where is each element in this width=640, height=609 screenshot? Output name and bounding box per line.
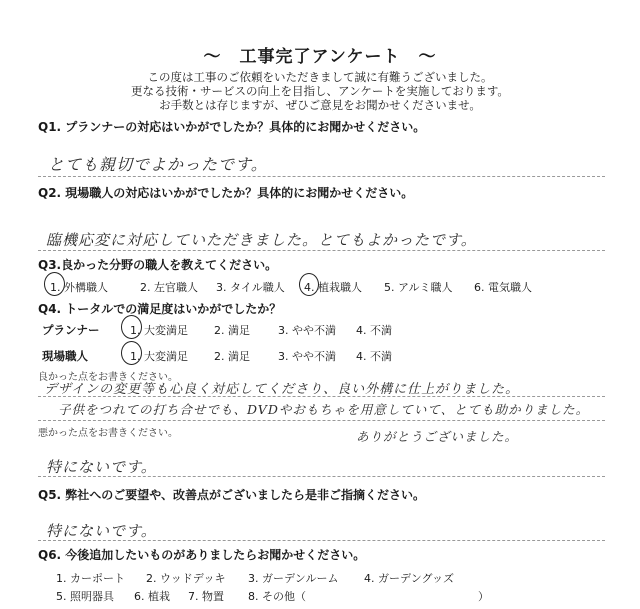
q6-question: Q6. 今後追加したいものがありましたらお聞かせください。: [38, 548, 366, 562]
q3-selected-circle-1: [44, 272, 65, 296]
q4-worker-option-1: 1. 大変満足: [130, 350, 188, 363]
q4-planner-selected-circle: [121, 315, 142, 339]
q4-bad-line: [38, 476, 605, 477]
q4-worker-option-2: 2. 満足: [214, 350, 250, 363]
q6-option-7: 7. 物置: [188, 590, 224, 603]
q4-planner-option-3: 3. やや不満: [278, 324, 336, 337]
q4-row-planner-label: プランナー: [42, 323, 100, 337]
q4-good-answer-line-3: ありがとうございました。: [356, 429, 519, 444]
intro-line-3: お手数とは存じますが、ぜひご意見をお聞かせくださいませ。: [159, 98, 481, 112]
q4-good-answer-line-2: 子供をつれての打ち合せでも、DVDやおもちゃを用意していて、とても助かりました。: [58, 402, 590, 417]
q5-question: Q5. 弊社へのご要望や、改善点がございましたら是非ご指摘ください。: [38, 488, 426, 502]
q1-question: Q1. プランナーの対応はいかがでしたか？具体的にお聞かせください。: [38, 120, 426, 134]
q4-good-line-1: [38, 396, 605, 397]
q3-selected-circle-4: [299, 273, 319, 296]
q6-option-4: 4. ガーデングッズ: [364, 572, 455, 585]
q4-worker-option-3: 3. やや不満: [278, 350, 336, 363]
q5-answer-line: [38, 540, 605, 541]
q6-option-1: 1. カーポート: [56, 572, 125, 585]
q4-bad-answer: 特にないです。: [46, 458, 157, 476]
q4-good-line-2: [38, 420, 605, 421]
q3-option-6: 6. 電気職人: [474, 281, 532, 294]
q4-question: Q4. トータルでの満足度はいかがでしたか？: [38, 302, 282, 316]
q1-answer-line: [38, 176, 605, 177]
q3-option-4: 4. 植栽職人: [304, 281, 362, 294]
q4-planner-option-4: 4. 不満: [356, 324, 392, 337]
q5-answer: 特にないです。: [46, 522, 157, 540]
q3-option-1: 1. 外構職人: [50, 281, 108, 294]
q3-option-5: 5. アルミ職人: [384, 281, 453, 294]
intro-line-2: 更なる技術・サービスの向上を目指し、アンケートを実施しております。: [131, 84, 509, 98]
page-title: ～ 工事完了アンケート ～: [203, 47, 437, 67]
q2-question: Q2. 現場職人の対応はいかがでしたか？具体的にお聞かせください。: [38, 186, 414, 200]
q6-close-paren: ）: [478, 590, 489, 603]
q4-good-answer-line-1: デザインの変更等も心良く対応してくださり、良い外構に仕上がりました。: [44, 382, 520, 397]
q3-option-2: 2. 左官職人: [140, 281, 198, 294]
q1-answer: とても親切でよかったです。: [48, 155, 268, 174]
q3-question: Q3.良かった分野の職人を教えてください。: [38, 258, 278, 272]
q2-answer: 臨機応変に対応していただきました。とてもよかったです。: [46, 231, 477, 249]
q3-option-3: 3. タイル職人: [216, 281, 285, 294]
q2-answer-line: [38, 250, 605, 251]
q4-bad-prompt: 悪かった点をお書きください。: [38, 428, 178, 439]
q6-option-8: 8. その他（: [248, 590, 306, 603]
q6-option-5: 5. 照明器具: [56, 590, 114, 603]
q4-good-prompt: 良かった点をお書きください。: [38, 372, 178, 383]
q6-option-6: 6. 植栽: [134, 590, 170, 603]
q4-worker-option-4: 4. 不満: [356, 350, 392, 363]
q6-option-3: 3. ガーデンルーム: [248, 572, 339, 585]
q6-option-2: 2. ウッドデッキ: [146, 572, 226, 585]
intro-line-1: この度は工事のご依頼をいただきまして誠に有難うございました。: [147, 70, 493, 84]
q4-planner-option-2: 2. 満足: [214, 324, 250, 337]
q4-planner-option-1: 1. 大変満足: [130, 324, 188, 337]
q4-worker-selected-circle: [121, 341, 142, 365]
q4-row-worker-label: 現場職人: [42, 349, 88, 363]
